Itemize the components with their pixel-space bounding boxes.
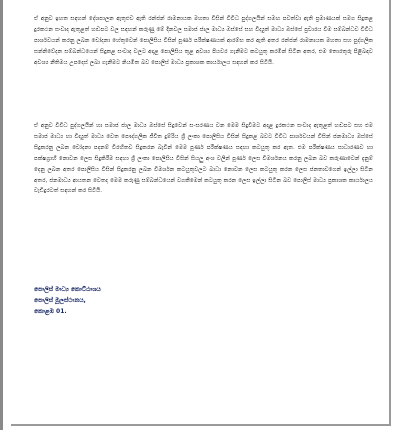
document-page [11,0,391,426]
signature-city: කොළඹ 01. [34,308,67,315]
signature-department: පොලිස් මාධ්‍ය කොට්ඨාශය [34,286,101,293]
signature-block [34,284,101,317]
signature-headquarters: පොලිස් මූලස්ථානය, [34,297,86,304]
paragraph-2: ඒ අනුව විවිධ පුද්ගලයින් හා සමාජ ජාල මාධ්‍ය ඔස්සේ සිදුවෙන් ස-සරණය වන මෙම සිදුවීමට අදාළ දුරකථන සංවාද ඇතුළත් හඬපට සහ එම සමාජ මාධ්‍ය හා විද්‍යුත් මාධ්‍ය වෙත පෞද්ගලික ජීවිත දුම්රිය ශ්‍රී ලංකා පොලිසිය විසින් සිදුකළ බවට විවිධ පාර්ශවයන් විසින් ජනමාධ්‍ය ඔස්සේ සිදුකරනු ලබන චෝදනා පදනම් විරහිතව සිදුකරන බැවින් මෙම පූර්ණ පරීක්ෂණය සඳහා කටයුතු කර ඇත. එම පරීක්ෂණය සාධාරණව හා පක්ෂග්‍රාහී නොවන ලෙස සිදුකිරීම සඳහා ශ්‍රී ලංකා පොලිසිය විසින් සියලු අංශ වලින් පූර්ණ ලෙස විමර්ශනය කරනු ලබන බව කරුණාවෙන් දැනුම් දෙනු ලබන අතර පොලිසිය විසින් සිදුකරනු ලබන විමර්ශන කටයුතුවලට බාධා නොවන ලෙස කටයුතු කරන ලෙස ජනතාවගෙන් ඉල්ලා සිටින අතර, ජනමාධ්‍ය ආයතන වෙතද මෙම කරුණු සම්බන්ධයෙන් වගකීමෙන් කටයුතු කරන ලෙස ඉල්ලා සිටින බව පොලිස් මාධ්‍ය ප්‍රකාශක කාර්යාලය වැඩිදුරටත් සඳහන් කර සිටියි. [34,123,373,195]
paragraph-1: ඒ අනුව ඉහත සඳහන් දේශපාලන ඇතුළුව ඇති රන්ජන් රාමනායක මහතා විසින් විවිධ පුද්ගලයින් සමඟ පවත්වා ඇති ප්‍රමාණයක් සමග සිදුකළ දුරකථන සංවාද ඇතුළත් හඬපට වල සඳහන් කරුණු මේ දිනවල සමාජ ජාල මාධ්‍ය ඔස්සේ සහ විද්‍යුත් මාධ්‍ය ඔස්සේ ප්‍රචාරය වීම සම්බන්ධව විවිධ පාර්ශවයන් කරනු ලබන චෝදනා හේතුවෙන් පොලිසිය විසින් පූර්ණ පරීක්ෂණයක් ආරම්භ කර ඇති අතර රන්ජන් රාමනායක මහතා සහ පුද්ගලික සන්නිවේදන සම්බන්ධයෙන් සිදුකළ සංවාද වලට අදාළ පොලිසිය තුළ අවශ්‍ය පියවර ගැනීමට කටයුතු කරමින් සිටින අතර, එම තොරතුරු පිළිබඳව අවශ්‍ය නීතිමය උපදෙස් ලබා ගැනීමට නියමිත බව පොලිස් මාධ්‍ය ප්‍රකාශක කාර්යාලය සඳහන් කර සිටියි. [34,16,373,66]
viewer-left-edge [0,0,3,430]
